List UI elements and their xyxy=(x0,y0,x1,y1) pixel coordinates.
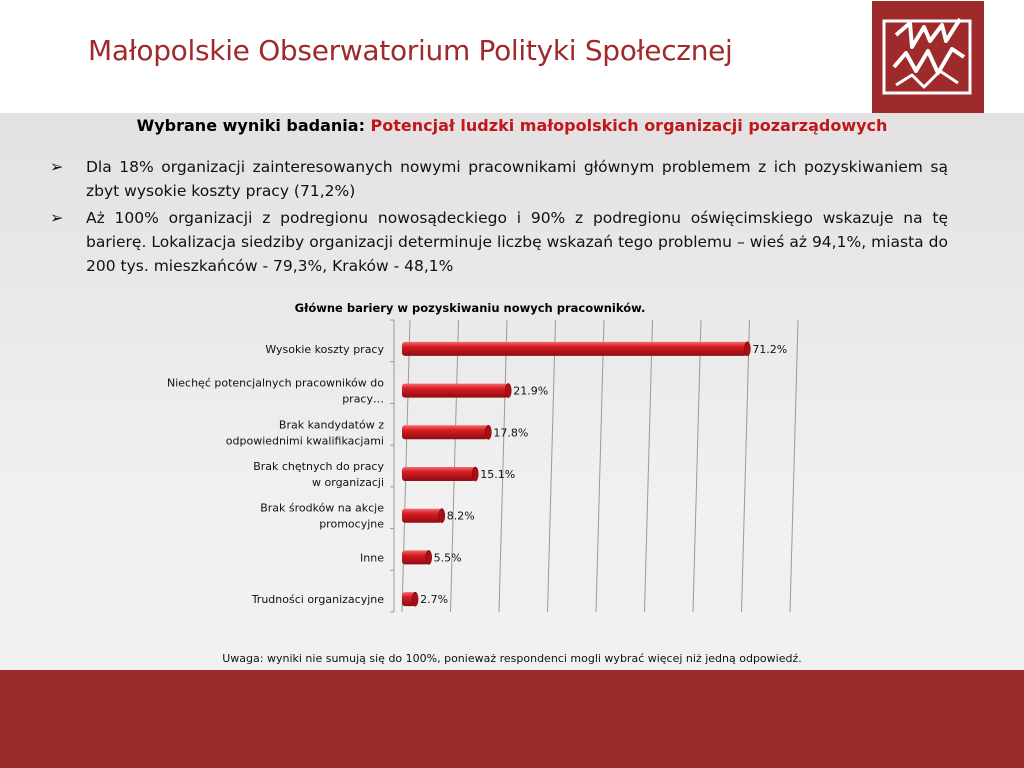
bar-cap xyxy=(426,550,432,564)
bar xyxy=(402,467,475,481)
data-label: 5.5% xyxy=(433,551,462,565)
data-label: 15.1% xyxy=(480,468,516,481)
gridline xyxy=(693,320,701,612)
header xyxy=(0,0,1024,113)
gridline xyxy=(596,320,604,612)
bar xyxy=(402,550,429,564)
bullet-item xyxy=(50,155,948,203)
gridline xyxy=(742,320,750,612)
category-label: promocyjne xyxy=(319,517,384,531)
gridline xyxy=(402,320,410,612)
arrow-bullet-icon: ➢ xyxy=(50,157,64,176)
category-label: Brak środków na akcje xyxy=(260,501,384,515)
bar xyxy=(402,342,747,356)
category-label: odpowiednimi kwalifikacjami xyxy=(225,434,384,448)
bar-cap xyxy=(412,592,418,606)
bar-cap xyxy=(485,425,491,439)
logo xyxy=(872,1,984,113)
category-label: pracy… xyxy=(342,392,384,406)
category-label: Brak kandydatów z xyxy=(278,418,384,432)
bar-chart xyxy=(0,318,1024,638)
bar-cap xyxy=(505,384,511,398)
slide-subtitle xyxy=(0,116,1024,135)
subtitle-lead: Wybrane wyniki badania: xyxy=(136,116,365,135)
category-label: w organizacji xyxy=(312,476,384,489)
gridline xyxy=(645,320,653,612)
category-label: Brak chętnych do pracy xyxy=(253,460,384,473)
bar-cap xyxy=(439,509,445,523)
data-label: 71.2% xyxy=(752,342,788,356)
chart-title: Główne bariery w pozyskiwaniu nowych pracowników. xyxy=(294,301,646,315)
page-title: Małopolskie Obserwatorium Polityki Społecznej xyxy=(88,34,733,67)
category-label: Inne xyxy=(360,551,384,565)
gridline xyxy=(499,320,507,612)
data-label: 21.9% xyxy=(513,384,549,398)
bar xyxy=(402,384,508,398)
bullet-text: Dla 18% organizacji zainteresowanych nowymi pracownikami głównym problemem z ich pozyskiwaniem są zbyt wysokie koszty pracy (71,2%) xyxy=(86,158,948,200)
bullet-item xyxy=(50,206,948,278)
bullet-list xyxy=(50,155,948,281)
category-label: Niechęć potencjalnych pracowników do xyxy=(166,376,384,390)
gridline xyxy=(548,320,556,612)
data-label: 2.7% xyxy=(420,593,449,607)
bar-cap xyxy=(744,342,750,356)
logo-icon xyxy=(872,1,984,113)
gridline xyxy=(451,320,459,612)
bar-cap xyxy=(472,467,478,481)
chart-note: Uwaga: wyniki nie sumują się do 100%, ponieważ respondenci mogli wybrać więcej niż jedną odpowiedź. xyxy=(222,652,802,665)
arrow-bullet-icon: ➢ xyxy=(50,208,64,227)
subtitle-accent: Potencjał ludzki małopolskich organizacji pozarządowych xyxy=(370,116,888,135)
bar xyxy=(402,425,488,439)
data-label: 8.2% xyxy=(446,509,475,523)
gridline xyxy=(790,320,798,612)
category-label: Wysokie koszty pracy xyxy=(265,342,384,356)
bar xyxy=(402,509,442,523)
footer-band xyxy=(0,670,1024,768)
bullet-text: Aż 100% organizacji z podregionu nowosądeckiego i 90% z podregionu oświęcimskiego wskazuje na tę barierę. Lokalizacja siedziby organizacji determinuje liczbę wskazań tego problemu – wieś aż 94,1%, miasta do 200 tys. mieszkańców - 79,3%, Kraków - 48,1% xyxy=(86,209,948,275)
category-label: Trudności organizacyjne xyxy=(251,593,384,607)
data-label: 17.8% xyxy=(493,426,529,440)
